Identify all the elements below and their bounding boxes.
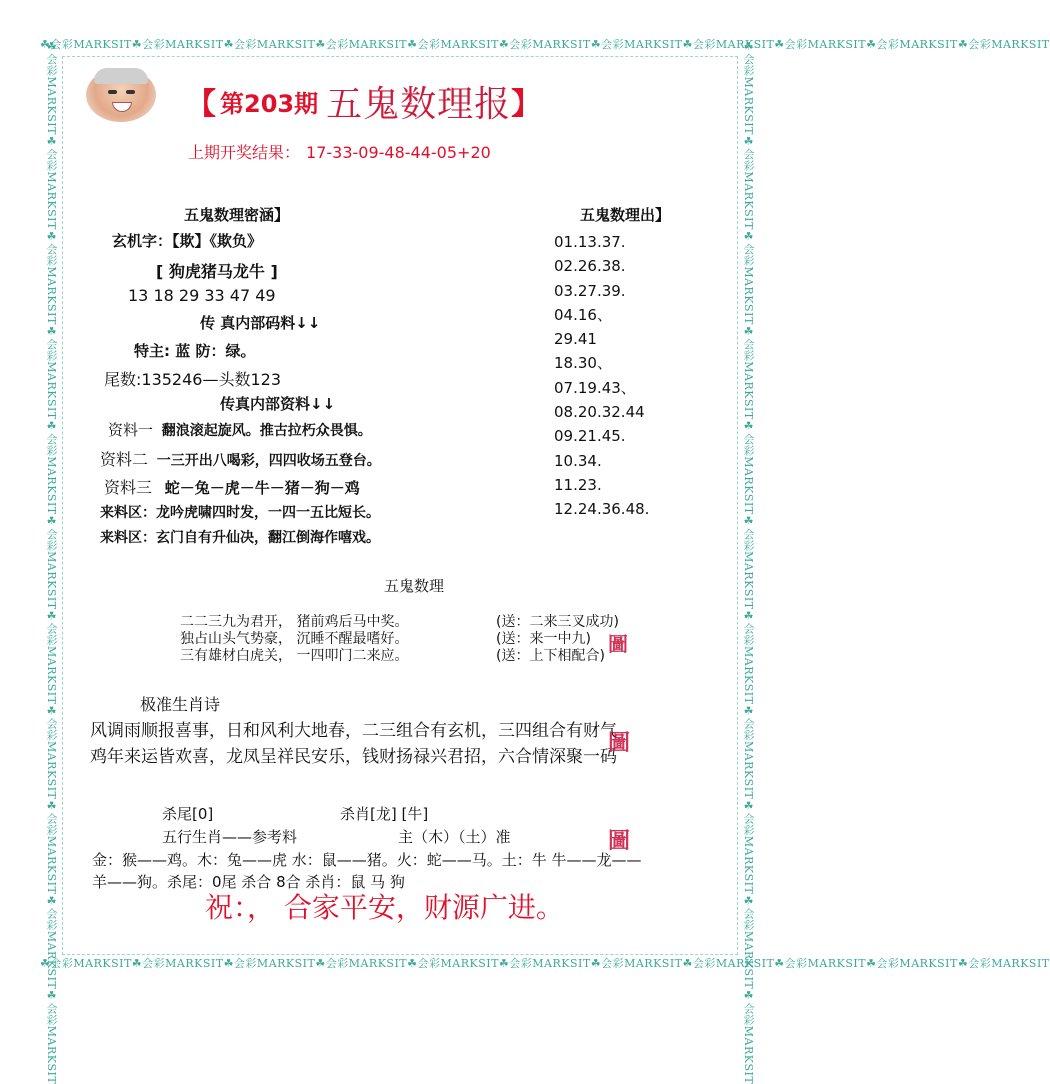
number-list <box>554 230 649 522</box>
material-3-text: 蛇－兔－虎－牛－猪－狗－鸡 <box>164 479 360 497</box>
avatar <box>86 68 156 122</box>
title-bracket-right: 】 <box>511 87 542 122</box>
come-material-2: 来料区：玄门自有升仙决，翻江倒海作嘻戏。 <box>100 530 380 546</box>
shuli-verse-1: 二二三九为君开， 猪前鸡后马中奖。 <box>180 614 409 630</box>
list-item: 03.27.39. <box>554 281 626 300</box>
list-item: 08.20.32.44 <box>554 403 645 422</box>
paper-name: 五鬼数理报 <box>326 83 512 125</box>
shuli-note-3: (送：上下相配合) <box>496 648 605 664</box>
come-material-1: 来料区：龙吟虎啸四时发，一四一五比短长。 <box>100 505 380 521</box>
riddle-line: 玄机字：【欺】《欺负》 <box>112 232 263 250</box>
list-item: 01.13.37. <box>554 233 626 251</box>
right-heading: 五鬼数理出】 <box>580 206 671 224</box>
main-element: 主（木）（土）准 <box>398 828 511 846</box>
shuli-note-2: (送：来一中九) <box>496 631 591 647</box>
last-draw-label: 上期开奖结果： <box>188 143 301 162</box>
shuli-verse-3: 三有雄材白虎关， 一四叩门二来应。 <box>180 648 409 664</box>
poem-line-1: 风调雨顺报喜事，日和风利大地春，二三组合有玄机，三四组合有财气 <box>90 721 617 741</box>
five-elements-line-2: 羊——狗。杀尾：0尾 杀合 8合 杀肖：鼠 马 狗 <box>92 873 405 891</box>
list-item: 11.23. <box>554 475 602 494</box>
kill-tail: 杀尾[0] <box>162 805 214 823</box>
list-item: 02.26.38. <box>554 257 626 276</box>
shuli-heading: 五鬼数理 <box>384 577 445 595</box>
poem-line-2: 鸡年来运皆欢喜，龙凤呈祥民安乐，钱财扬禄兴君招，六合情深聚一码 <box>90 747 617 767</box>
material-3 <box>104 475 360 498</box>
list-item: 18.30、 <box>554 354 612 373</box>
watermark-border-bottom: ☘会彩MARKSIT☘会彩MARKSIT☘会彩MARKSIT☘会彩MARKSIT☘会彩MARKSIT☘会彩MARKSIT☘会彩MARKSIT☘会彩MARKSIT☘会彩MARKSIT☘会彩MARKSIT☘会彩MARKSIT <box>40 957 1050 970</box>
last-draw-numbers: 17-33-09-48-44-05+20 <box>306 143 491 162</box>
list-item: 29.41 <box>554 330 597 349</box>
fax-heading-1: 传 真内部码料↓↓ <box>200 314 321 332</box>
list-item: 07.19.43、 <box>554 378 636 397</box>
list-item: 10.34. <box>554 451 602 470</box>
zodiac-line: [ 狗虎猪马龙牛 ] <box>156 262 278 281</box>
watermark-border-top: ☘会彩MARKSIT☘会彩MARKSIT☘会彩MARKSIT☘会彩MARKSIT☘会彩MARKSIT☘会彩MARKSIT☘会彩MARKSIT☘会彩MARKSIT☘会彩MARKSIT☘会彩MARKSIT☘会彩MARKSIT <box>40 38 1050 51</box>
list-item: 04.16、 <box>554 305 612 324</box>
kill-zodiac: 杀肖[龙] [牛] <box>340 805 429 823</box>
watermark-border-left: ☘会彩MARKSIT☘会彩MARKSIT☘会彩MARKSIT☘会彩MARKSIT☘会彩MARKSIT☘会彩MARKSIT☘会彩MARKSIT☘会彩MARKSIT☘会彩MARKSIT☘会彩MARKSIT☘会彩MARKSIT <box>45 40 58 1084</box>
material-3-label: 资料三 <box>104 478 153 497</box>
shuli-note-1: (送：二来三叉成功) <box>496 614 619 630</box>
last-draw-result <box>188 140 491 163</box>
watermark-border-right: ☘会彩MARKSIT☘会彩MARKSIT☘会彩MARKSIT☘会彩MARKSIT☘会彩MARKSIT☘会彩MARKSIT☘会彩MARKSIT☘会彩MARKSIT☘会彩MARKSIT☘会彩MARKSIT☘会彩MARKSIT <box>742 40 755 1084</box>
fax-heading-2: 传真内部资料↓↓ <box>220 395 336 413</box>
title-bracket-left: 【 <box>186 87 216 122</box>
material-2 <box>100 447 381 470</box>
five-elements-heading: 五行生肖——参考料 <box>162 828 298 846</box>
red-stamp-1: 圖 <box>608 632 628 656</box>
poem-heading: 极准生肖诗 <box>140 695 221 714</box>
tail-head-line: 尾数:135246—头数123 <box>104 370 282 389</box>
left-heading: 五鬼数理密涵】 <box>184 206 290 224</box>
list-item: 12.24.36.48. <box>554 500 650 519</box>
material-2-text: 一三开出八喝彩，四四收场五登台。 <box>156 453 381 469</box>
material-1-text: 翻浪滚起旋风。推古拉朽众畏惧。 <box>161 423 372 439</box>
special-line: 特主: 蓝 防：绿。 <box>134 342 256 360</box>
page-title <box>186 78 541 124</box>
shuli-verse-2: 独占山头气势豪， 沉睡不醒最嗜好。 <box>180 631 409 647</box>
issue-number: 第203期 <box>220 89 319 118</box>
five-elements-line-1: 金：猴——鸡。木：兔——虎 水：鼠——猪。火：蛇——马。土：牛 牛——龙—— <box>92 851 642 869</box>
red-stamp-3: 圖 <box>608 828 631 854</box>
material-1-label: 资料一 <box>108 421 154 439</box>
blessing: 祝：， 合家平安，财源广进。 <box>205 891 564 924</box>
red-stamp-2: 圖 <box>608 730 631 756</box>
numbers-line: 13 18 29 33 47 49 <box>128 286 276 305</box>
material-1 <box>108 419 372 440</box>
list-item: 09.21.45. <box>554 427 626 446</box>
material-2-label: 资料二 <box>100 450 149 469</box>
